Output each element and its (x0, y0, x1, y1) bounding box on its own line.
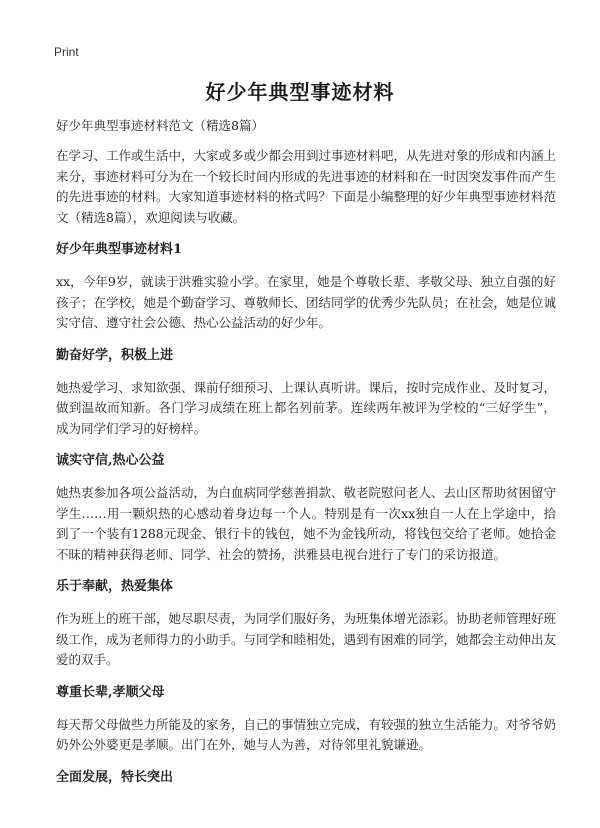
section-paragraph: 作为班上的班干部，她尽职尽责，为同学们服好务，为班集体增光添彩。协助老师管理好班级工作，成为老师得力的小助手。与同学和睦相处，遇到有困难的同学，她都会主动伸出友爱的双手。 (56, 611, 557, 667)
section-heading: 全面发展，特长突出 (56, 769, 174, 785)
section-paragraph: xx，今年9岁，就读于洪雅实验小学。在家里，她是个尊敬长辈、孝敬父母、独立自强的好孩子；在学校，她是个勤奋学习、尊敬师长、团结同学的优秀少先队员；在社会，她是位诚实守信、遵守社会公德、热心公益活动的好少年。 (56, 274, 557, 330)
print-link[interactable]: Print (54, 45, 79, 59)
section-paragraph: 她热衷参加各项公益活动，为白血病同学慈善捐款、敬老院慰问老人、去山区帮助贫困留守学生……用一颗炽热的心感动着身边每一个人。特别是有一次xx独自一人在上学途中，拾到了一个装有1288元现金、银行卡的钱包，她不为金钱所动，将钱包交给了老师。她拾金不昧的精神获得老师、同学、社会的赞扬，洪雅县电视台进行了专门的采访报道。 (56, 485, 557, 562)
document-body (56, 116, 556, 800)
section-heading: 勤奋好学，积极上进 (56, 347, 174, 363)
section-heading: 尊重长辈,孝顺父母 (56, 684, 165, 700)
document-title: 好少年典型事迹材料 (205, 80, 395, 104)
section-heading: 乐于奉献，热爱集体 (56, 579, 174, 594)
section-heading: 诚实守信,热心公益 (56, 453, 165, 468)
section-paragraph: 每天帮父母做些力所能及的家务，自己的事情独立完成，有较强的独立生活能力。对爷爷奶奶外公外婆更是孝顺。出门在外，她与人为善，对待邻里礼貌谦逊。 (56, 716, 557, 752)
intro-paragraph: 在学习、工作或生活中，大家或多或少都会用到过事迹材料吧，从先进对象的形成和内涵上来分，事迹材料可分为在一个较长时间内形成的先进事迹的材料和在一时因突发事件而产生的先进事迹的材料。大家知道事迹材料的格式吗？下面是小编整理的好少年典型事迹材料范文（精选8篇），欢迎阅读与收藏。 (56, 148, 557, 225)
document-subtitle: 好少年典型事迹材料范文（精选8篇） (56, 118, 264, 133)
section-paragraph: 她热爱学习、求知欲强、课前仔细预习、上课认真听讲。课后，按时完成作业、及时复习，做到温故而知新。各门学习成绩在班上都名列前茅。连续两年被评为学校的“三好学生”，成为同学们学习的好榜样。 (56, 379, 557, 436)
section-heading: 好少年典型事迹材料1 (56, 242, 183, 257)
